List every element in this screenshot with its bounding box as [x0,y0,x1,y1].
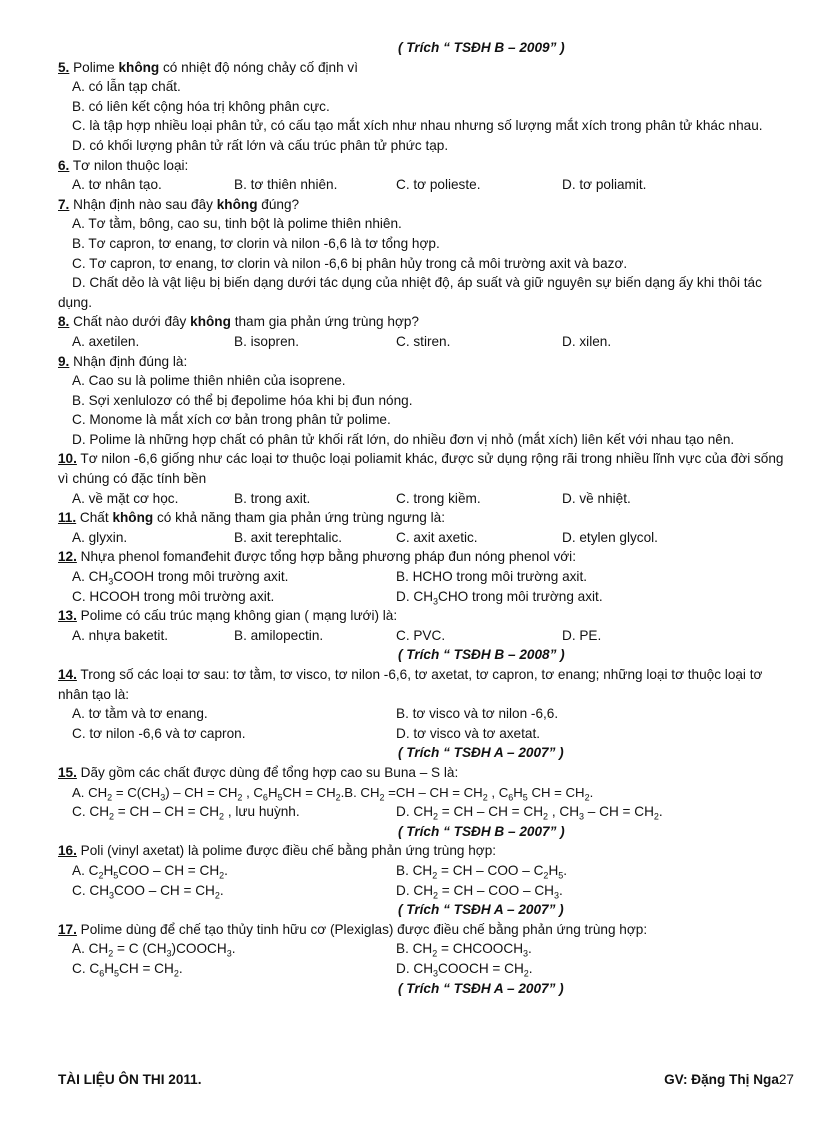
option-d: D. $CH_3COOCH = CH_2$. [396,960,533,979]
keyword: không [190,314,231,330]
source-note: ( Trích “ TSĐH B – 2008” ) [398,647,565,663]
option-a: A. $CH_3COOH$ trong môi trường axit. [72,569,289,587]
option-b: B. $CH_2$ = CH – COO – $C_2H_5$. [396,862,568,881]
option-c: C. Monome là mắt xích cơ bản trong phân tử polime. [72,412,391,428]
options-row [58,626,786,646]
question-number: 17. [58,921,77,937]
options-row [58,489,786,509]
option-b: B. HCHO trong môi trường axit. [396,569,588,585]
question-number: 7. [58,196,70,212]
option-c: C. $C_6H_5CH = CH_2$. [72,960,183,979]
option-a: A. tơ tằm và tơ enang. [72,706,208,722]
options-row [58,802,786,822]
options-row [58,175,786,195]
option-d: D. $CH_3CHO$ trong môi trường axit. [396,588,603,607]
question-text: Poli (vinyl axetat) là polime được điều chế bằng phản ứng trùng hợp: [76,843,497,859]
option-a: A. tơ nhân tạo. [72,177,162,193]
question-12 [58,547,786,567]
option-a: A. $CH_2 = C$ $(CH_3)COOCH_3$. [72,941,236,960]
source-note: ( Trích “ TSĐH A – 2007” ) [398,745,564,761]
option-c: C. HCOOH trong môi trường axit. [72,588,275,604]
option-d: D. có khối lượng phân tử rất lớn và cấu trúc phân tử phức tạp. [72,137,449,153]
option-d: D. về nhiệt. [562,490,631,506]
question-15 [58,763,786,783]
option-d: D. tơ visco và tơ axetat. [396,725,540,741]
option-b: B. tơ visco và tơ nilon -6,6. [396,706,559,722]
question-17 [58,920,786,940]
option-c: C. tơ polieste. [396,177,481,193]
option-a: A. nhựa baketit. [72,627,169,643]
question-10 [58,449,786,488]
question-9 [58,352,786,372]
option-a: A. có lẫn tạp chất. [72,79,181,95]
question-number: 10. [58,451,77,467]
options-row [58,881,786,901]
option-a: A. $CH_2 = C(CH_3)$ – CH = $CH_2$ , $C_6H_5CH = CH_2$. [72,784,345,803]
question-text: Trong số các loại tơ sau: tơ tằm, tơ visco, tơ nilon -6,6, tơ axetat, tơ capron, tơ enang; những loại tơ thuộc loại tơ nhân tạo là: [58,667,763,702]
option-a: A. về mặt cơ học. [72,490,179,506]
question-text: Tơ nilon thuộc loại: [69,157,189,173]
source-note: ( Trích “ TSĐH B – 2009” ) [398,40,565,55]
question-text: tham gia phản ứng trùng hợp? [230,314,419,330]
question-13 [58,606,786,626]
question-text: đúng? [257,196,300,212]
option-b: B. tơ thiên nhiên. [234,177,338,193]
options-row [58,861,786,881]
option-d: D. Chất dẻo là vật liệu bị biến dạng dưới tác dụng của nhiệt độ, áp suất và giữ nguyên sự biến dạng ấy khi thôi tác dụng. [58,275,762,310]
question-number: 13. [58,608,77,624]
question-text: có nhiệt độ nóng chảy cố định vì [159,59,358,75]
option-c: C. $CH_2$ = CH – CH = $CH_2$ , lưu huỳnh. [72,804,300,822]
question-number: 16. [58,843,77,859]
question-number: 12. [58,549,77,565]
question-number: 14. [58,667,77,682]
question-number: 8. [58,314,70,330]
question-text: Nhựa phenol fomanđehit được tổng hợp bằng phương pháp đun nóng phenol với: [76,549,576,565]
question-text: Chất [76,510,113,526]
option-c: C. trong kiềm. [396,490,481,506]
option-b: B. $CH_2$ = $CHCOOCH_3$. [396,941,532,960]
option-d: D. $CH_2$ = CH – CH = $CH_2$ , $CH_3$ – CH = $CH_2$. [396,804,663,822]
option-d: D. tơ poliamit. [562,177,647,193]
footer-author: GV: Đặng Thị Nga27 [664,1072,794,1087]
option-a: A. axetilen. [72,333,140,349]
question-text: Polime dùng để chế tạo thủy tinh hữu cơ (Plexiglas) được điều chế bằng phản ứng trùng hợp: [76,921,648,937]
question-number: 11. [58,510,77,526]
option-c: C. là tập hợp nhiều loại phân tử, có cấu tạo mắt xích như nhau nhưng số lượng mắt xích trong phân tử khác nhau. [72,118,763,134]
question-number: 5. [58,59,70,75]
question-11 [58,508,786,528]
option-c: C. stiren. [396,333,451,349]
question-text: Nhận định nào sau đây [69,196,217,212]
question-8 [58,312,786,332]
option-b: B. Tơ capron, tơ enang, tơ clorin và nilon -6,6 là tơ tổng hợp. [72,235,440,251]
option-b: B. $CH_2 =CH$ – CH = $CH_2$ , $C_6H_5$ CH = $CH_2$. [344,784,594,803]
option-b: B. Sợi xenlulozơ có thể bị đepolime hóa khi bị đun nóng. [72,392,413,408]
option-d: D. $CH_2$ = CH – COO – $CH_3$. [396,882,563,901]
options-row [58,567,786,587]
options-row [58,783,786,803]
question-text: có khả năng tham gia phản ứng trùng ngưng là: [153,510,446,526]
keyword: không [112,510,154,526]
question-text: Chất nào dưới đây [69,314,191,330]
options-row [58,959,786,979]
question-text: Dãy gồm các chất được dùng để tổng hợp cao su Buna – S là: [76,764,459,780]
option-c: C. axit axetic. [396,529,478,545]
option-b: B. isopren. [234,333,299,349]
page-number: 27 [778,1072,794,1087]
document-page [58,38,786,998]
option-a: A. $C_2H_5COO$ – CH = $CH_2$. [72,862,228,881]
question-text: Tơ nilon -6,6 giống như các loại tơ thuộc loại poliamit khác, được sử dụng rộng rãi trong nhiều lĩnh vực của đời sống vì chúng có đặc tính bền [58,451,784,487]
option-a: A. Cao su là polime thiên nhiên của isoprene. [72,373,346,389]
option-a: A. glyxin. [72,529,128,545]
options-row [58,704,786,724]
option-c: C. $CH_3COO$ – CH = $CH_2$. [72,882,224,901]
option-d: D. PE. [562,627,602,643]
question-14 [58,665,786,704]
question-text: Polime [69,59,119,75]
option-c: C. PVC. [396,627,446,643]
question-number: 15. [58,764,77,780]
source-note: ( Trích “ TSĐH B – 2007” ) [398,823,565,839]
page-footer [58,1072,794,1087]
footer-title: TÀI LIỆU ÔN THI 2011. [58,1072,202,1087]
options-row [58,587,786,607]
options-row [58,528,786,548]
question-7 [58,195,786,215]
keyword: không [216,196,258,212]
option-d: D. Polime là những hợp chất có phân tử khối rất lớn, do nhiều đơn vị nhỏ (mắt xích) liên kết với nhau tạo nên. [72,431,735,447]
option-c: C. tơ nilon -6,6 và tơ capron. [72,725,246,741]
option-b: B. axit terephtalic. [234,529,343,545]
option-b: B. có liên kết cộng hóa trị không phân cực. [72,98,330,114]
question-text: Polime có cấu trúc mạng không gian ( mạng lưới) là: [76,608,398,624]
question-number: 9. [58,353,70,369]
options-row [58,332,786,352]
option-d: D. etylen glycol. [562,529,658,545]
option-b: B. amilopectin. [234,627,324,643]
question-16 [58,841,786,861]
source-note: ( Trích “ TSĐH A – 2007” ) [398,902,564,918]
options-row [58,724,786,744]
source-note: ( Trích “ TSĐH A – 2007” ) [398,980,564,996]
question-5 [58,58,786,78]
option-d: D. xilen. [562,333,612,349]
question-number: 6. [58,157,70,173]
question-text: Nhận định đúng là: [69,353,188,369]
option-a: A. Tơ tằm, bông, cao su, tinh bột là polime thiên nhiên. [72,216,402,232]
keyword: không [118,59,160,75]
options-row [58,939,786,959]
question-6 [58,156,786,176]
option-b: B. trong axit. [234,490,311,506]
option-c: C. Tơ capron, tơ enang, tơ clorin và nilon -6,6 bị phân hủy trong cả môi trường axit và bazơ. [72,255,628,271]
